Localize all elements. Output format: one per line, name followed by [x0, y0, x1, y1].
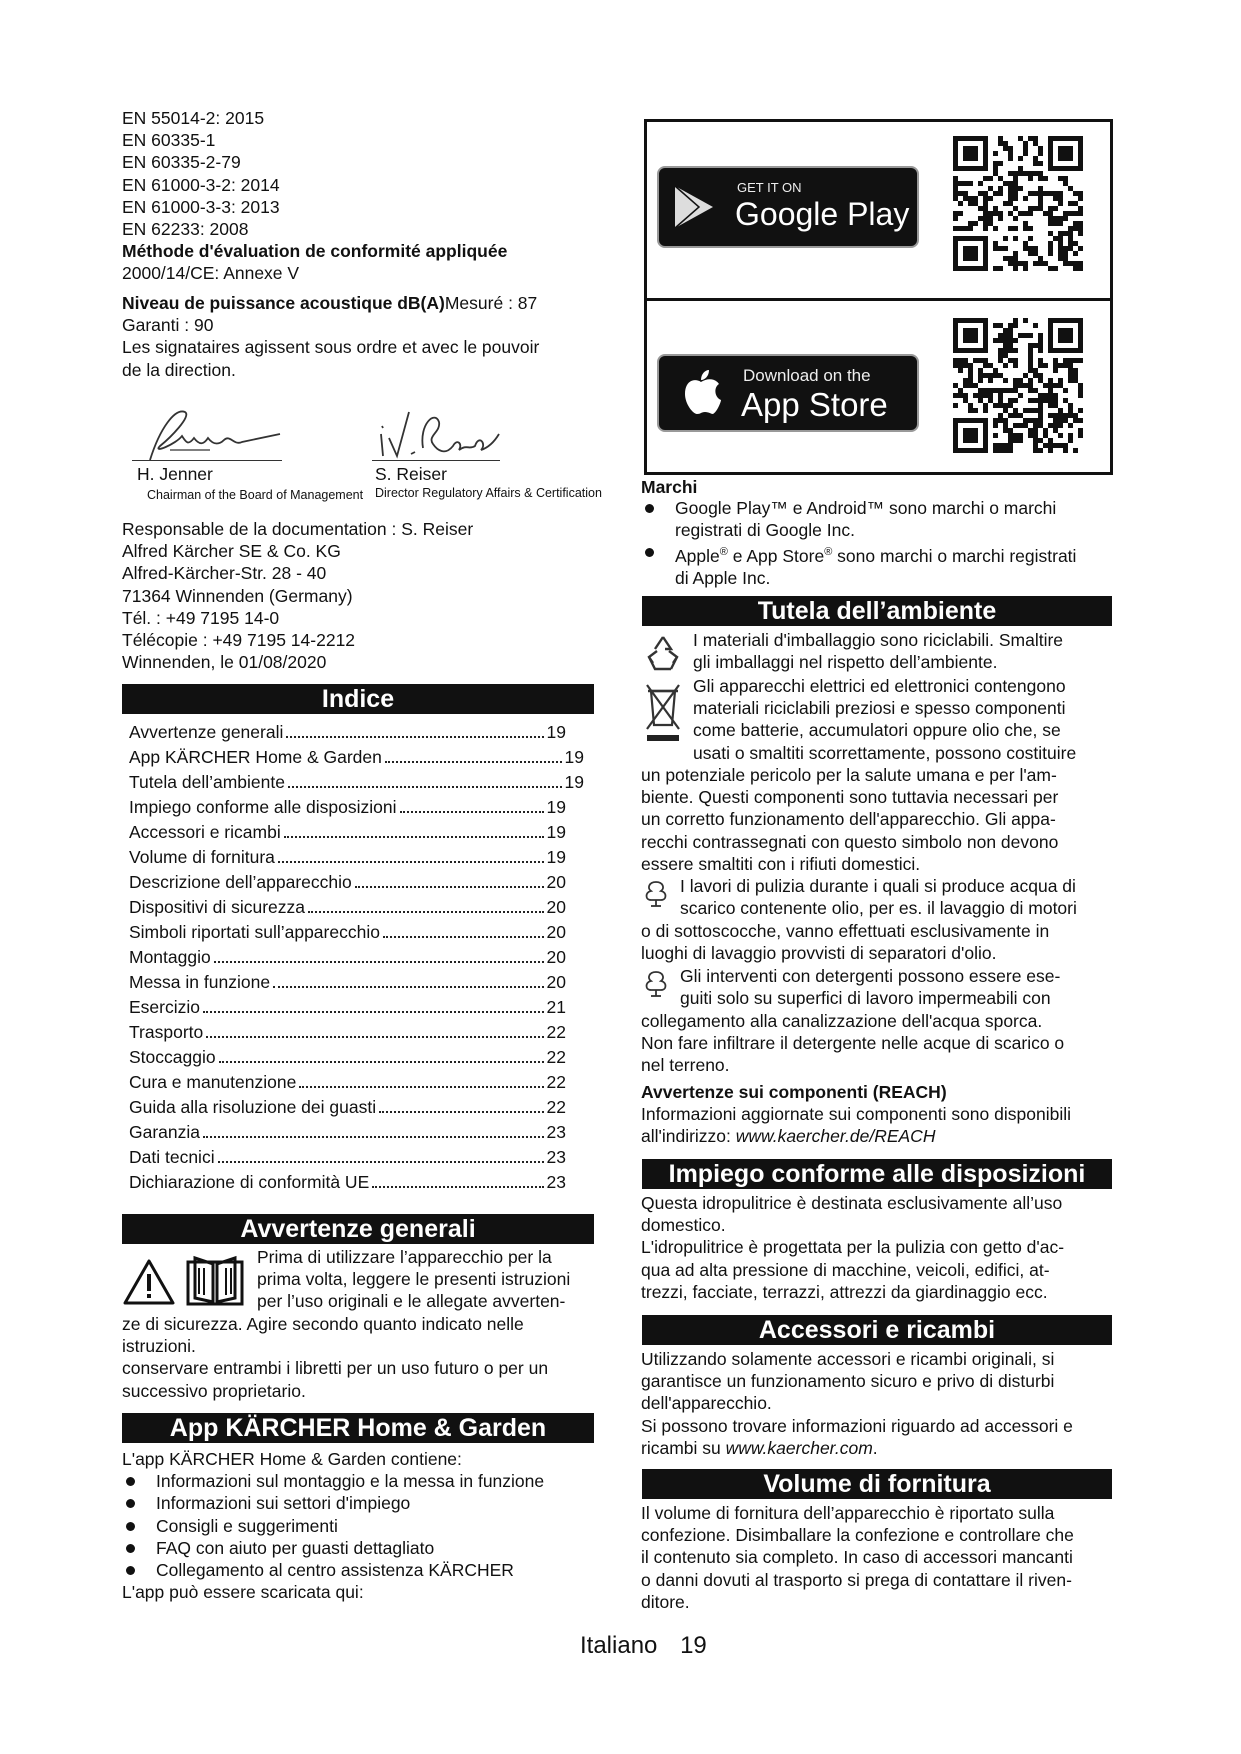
acc-line: Si possono trovare informazioni riguardo ad accessori e [641, 1415, 1073, 1436]
reach-link[interactable]: www.kaercher.de/REACH [735, 1126, 936, 1147]
trademark-bullet [641, 497, 1121, 541]
toc-entry[interactable]: Dichiarazione di conformità UE 23 [129, 1172, 566, 1192]
env-line: come batterie, accumulatori oppure olio che, se [693, 720, 1061, 741]
general-warnings-text [122, 1313, 548, 1402]
toc-entry[interactable]: Volume di fornitura 19 [129, 847, 566, 867]
toc-entry[interactable]: Dati tecnici 23 [129, 1147, 566, 1167]
acc-suffix: . [872, 1437, 878, 1458]
app-bullet: Collegamento al centro assistenza KÄRCHER [122, 1559, 602, 1581]
toc-entry[interactable]: Avvertenze generali 19 [129, 722, 566, 742]
signatory-1-name: H. Jenner [137, 464, 213, 484]
general-line: per l’uso originali e le allegate avverten- [257, 1291, 566, 1312]
acoustic-measured: Mesuré : 87 [444, 293, 538, 313]
intended-use-text [641, 1192, 1064, 1303]
toc-entry[interactable]: Accessori e ricambi 19 [129, 822, 566, 842]
general-line: Prima di utilizzare l’apparecchio per la [257, 1247, 552, 1267]
registered-mark: ® [824, 546, 833, 559]
use-line: qua ad alta pressione di macchine, veicoli, edifici, at- [641, 1259, 1050, 1280]
env-para-1 [693, 629, 1063, 673]
vol-line: ditore. [641, 1591, 690, 1612]
app-section [122, 1448, 602, 1603]
address-block [122, 518, 473, 673]
acc-line: garantisce un funzionamento sicuro e privo di disturbi [641, 1371, 1055, 1392]
env-line: Gli apparecchi elettrici ed elettronici contengono [693, 676, 1066, 696]
general-line: istruzioni. [122, 1336, 196, 1357]
address-line: Alfred Kärcher SE & Co. KG [122, 541, 341, 562]
toc-entry[interactable]: Impiego conforme alle disposizioni 19 [129, 797, 566, 817]
warning-icon [122, 1258, 176, 1306]
env-para-4 [641, 1010, 1064, 1077]
use-line: L'idropulitrice è progettata per la pulizia con getto d'ac- [641, 1237, 1065, 1258]
env-para-3 [641, 920, 1049, 964]
use-line: Questa idropulitrice è destinata esclusivamente all’uso [641, 1193, 1063, 1213]
env-line: Non fare infiltrare il detergente nelle acque di scarico o [641, 1033, 1065, 1054]
address-line: 71364 Winnenden (Germany) [122, 585, 353, 606]
env-line: un potenziale pericolo per la salute umana e per l'am- [641, 765, 1057, 785]
google-play-small: GET IT ON [737, 180, 802, 195]
page-footer [580, 1632, 707, 1660]
env-line: luoghi di lavaggio provvisti di separatori d'olio. [641, 943, 997, 964]
toc-entry[interactable]: Tutela dell’ambiente 19 [129, 772, 584, 792]
index-heading: Indice [122, 684, 594, 714]
use-line: domestico. [641, 1215, 726, 1236]
environment-note-icon [643, 878, 669, 908]
method-value: 2000/14/CE: Annexe V [122, 263, 300, 284]
signature-underline [372, 460, 500, 461]
vol-line: il contenuto sia completo. In caso di accessori mancanti [641, 1547, 1073, 1568]
scope-of-delivery-text [641, 1502, 1074, 1613]
env-para-2 [641, 764, 1058, 875]
address-line: Winnenden, le 01/08/2020 [122, 652, 327, 673]
standard-line: EN 60335-2-79 [122, 152, 241, 173]
signatories-line: Les signataires agissent sous ordre et avec le pouvoir [122, 337, 540, 358]
toc-entry[interactable]: Descrizione dell’apparecchio 20 [129, 872, 566, 892]
env-line: un corretto funzionamento dell'apparecchio. Gli appa- [641, 809, 1056, 830]
env-line: collegamento alla canalizzazione dell'acqua sporca. [641, 1011, 1043, 1031]
app-heading: App KÄRCHER Home & Garden [122, 1413, 594, 1443]
acoustic-block [122, 292, 539, 381]
environment-note-icon [643, 968, 669, 998]
env-line: biente. Questi componenti sono tuttavia necessari per [641, 787, 1059, 808]
toc-entry[interactable]: Esercizio 21 [129, 997, 566, 1017]
env-line: gli imballaggi nel rispetto dell’ambiente. [693, 652, 998, 673]
app-outro: L'app può essere scaricata qui: [122, 1582, 364, 1603]
apple-icon [681, 368, 721, 416]
address-line: Télécopie : +49 7195 14-2212 [122, 630, 356, 651]
toc-entry[interactable]: Messa in funzione 20 [129, 972, 566, 992]
standard-line: EN 61000-3-3: 2013 [122, 196, 280, 217]
manual-book-icon [185, 1254, 245, 1308]
store-box [644, 119, 1113, 475]
reach-heading: Avvertenze sui componenti (REACH) [641, 1082, 947, 1102]
env-line: essere smaltiti con i rifiuti domestici. [641, 853, 921, 874]
crossed-bin-icon [643, 679, 683, 743]
signature-reiser [375, 404, 515, 466]
env-line: I materiali d'imballaggio sono riciclabili. Smaltire [693, 630, 1064, 650]
app-store-small: Download on the [743, 366, 871, 385]
reach-section [641, 1081, 1071, 1148]
env-line: nel terreno. [641, 1055, 730, 1076]
intended-use-heading: Impiego conforme alle disposizioni [642, 1159, 1112, 1189]
accessories-text [641, 1348, 1073, 1459]
trademarks-list [641, 497, 1121, 590]
env-line: o di sottoscocche, vanno effettuati esclusivamente in [641, 921, 1050, 941]
vol-line: confezione. Disimballare la confezione e controllare che [641, 1525, 1074, 1546]
toc-entry[interactable]: Montaggio 20 [129, 947, 566, 967]
app-store-badge[interactable] [657, 354, 919, 432]
scope-of-delivery-heading: Volume di fornitura [642, 1469, 1112, 1499]
app-bullet: Informazioni sui settori d'impiego [122, 1492, 602, 1514]
method-label: Méthode d'évaluation de conformité appliquée [122, 241, 508, 262]
general-line: ze di sicurezza. Agire secondo quanto indicato nelle [122, 1314, 524, 1334]
trademark-line: Google Play™ e Android™ sono marchi o marchi [675, 498, 1057, 518]
env-line: guiti solo su superfici di lavoro impermeabili con [680, 988, 1051, 1009]
registered-mark: ® [719, 546, 728, 559]
reach-prefix: all'indirizzo: [641, 1126, 736, 1147]
acc-line: Utilizzando solamente accessori e ricambi originali, si [641, 1349, 1055, 1369]
signature-underline [132, 460, 282, 461]
toc-entry[interactable]: Guida alla risoluzione dei guasti 22 [129, 1097, 566, 1117]
env-line: usati o smaltiti scorrettamente, possono costituire [693, 742, 1077, 763]
address-line: Alfred-Kärcher-Str. 28 - 40 [122, 563, 327, 584]
app-store-big: App Store [741, 386, 888, 423]
trademark-line: registrati di Google Inc. [675, 520, 855, 541]
standard-line: EN 60335-1 [122, 130, 216, 151]
signatories-line: de la direction. [122, 359, 236, 380]
acoustic-guaranteed: Garanti : 90 [122, 315, 214, 336]
recycle-icon [643, 633, 683, 673]
env-line: I lavori di pulizia durante i quali si produce acqua di [680, 876, 1076, 896]
footer-page-number: 19 [680, 1632, 707, 1659]
general-warnings-heading: Avvertenze generali [122, 1214, 594, 1244]
address-line: Tél. : +49 7195 14-0 [122, 607, 280, 628]
env-line: recchi contrassegnati con questo simbolo non devono [641, 831, 1059, 852]
app-bullet: Informazioni sul montaggio e la messa in funzione [122, 1470, 602, 1492]
vol-line: Il volume di fornitura dell’apparecchio è riportato sulla [641, 1503, 1055, 1523]
accessories-heading: Accessori e ricambi [642, 1315, 1112, 1345]
toc-entry[interactable]: Dispositivi di sicurezza 20 [129, 897, 566, 917]
vol-line: o danni dovuti al trasporto si prega di contattare il riven- [641, 1569, 1072, 1590]
toc-entry[interactable]: App KÄRCHER Home & Garden 19 [129, 747, 584, 767]
trademarks-heading: Marchi [641, 477, 698, 497]
kaercher-link[interactable]: www.kaercher.com [725, 1437, 873, 1458]
toc-entry[interactable]: Simboli riportati sull’apparecchio 20 [129, 922, 566, 942]
general-line: prima volta, leggere le presenti istruzioni [257, 1269, 571, 1290]
qr-code-google-icon [953, 136, 1083, 271]
env-line: Gli interventi con detergenti possono essere ese- [680, 966, 1061, 986]
standard-line: EN 61000-3-2: 2014 [122, 174, 280, 195]
environment-heading: Tutela dell’ambiente [642, 596, 1112, 626]
general-line: conservare entrambi i libretti per un uso futuro o per un [122, 1358, 549, 1379]
env-line: materiali riciclabili preziosi e spesso componenti [693, 698, 1066, 719]
toc-entry[interactable]: Stoccaggio 22 [129, 1047, 566, 1067]
app-intro: L'app KÄRCHER Home & Garden contiene: [122, 1449, 462, 1469]
qr-code-apple-icon [953, 318, 1083, 453]
toc-entry[interactable]: Trasporto 22 [129, 1022, 566, 1042]
trademark-line: di Apple Inc. [675, 568, 771, 589]
google-play-badge[interactable] [657, 166, 919, 248]
acoustic-label: Niveau de puissance acoustique dB(A) [122, 293, 445, 313]
toc-entry[interactable]: Garanzia 23 [129, 1122, 566, 1142]
use-line: trezzi, facciate, terrazzi, attrezzi da giardinaggio ecc. [641, 1281, 1048, 1302]
general-warnings-text-icon [257, 1246, 570, 1313]
acc-prefix: ricambi su [641, 1437, 726, 1458]
signatory-2-title: Director Regulatory Affairs & Certification [375, 486, 602, 500]
toc-entry[interactable]: Cura e manutenzione 22 [129, 1072, 566, 1092]
acc-line: dell'apparecchio. [641, 1393, 772, 1414]
address-line: Responsable de la documentation : S. Reiser [122, 519, 474, 539]
footer-language: Italiano [580, 1632, 658, 1659]
standards-list [122, 107, 507, 285]
store-divider [647, 298, 1110, 301]
general-line: successivo proprietario. [122, 1380, 306, 1401]
app-bullet: FAQ con aiuto per guasti dettagliato [122, 1537, 602, 1559]
app-bullet: Consigli e suggerimenti [122, 1515, 602, 1537]
trademark-bullet [641, 541, 1121, 589]
trademark-part: sono marchi o marchi registrati [832, 546, 1077, 567]
env-para-3-icon [680, 875, 1077, 919]
env-line: scarico contenente olio, per es. il lavaggio di motori [680, 898, 1077, 919]
trademark-part: e App Store [727, 546, 825, 567]
google-play-big: Google Play [735, 196, 910, 232]
env-para-2-icon [693, 675, 1076, 764]
reach-line: Informazioni aggiornate sui componenti sono disponibili [641, 1104, 1071, 1125]
table-of-contents [129, 722, 584, 1197]
google-play-icon [673, 184, 715, 230]
signatory-1-title: Chairman of the Board of Management [147, 488, 364, 502]
standard-line: EN 62233: 2008 [122, 219, 249, 240]
standard-line: EN 55014-2: 2015 [122, 108, 265, 128]
signatory-2-name: S. Reiser [375, 464, 447, 484]
env-para-4-icon [680, 965, 1060, 1009]
trademark-part: Apple [675, 546, 720, 567]
